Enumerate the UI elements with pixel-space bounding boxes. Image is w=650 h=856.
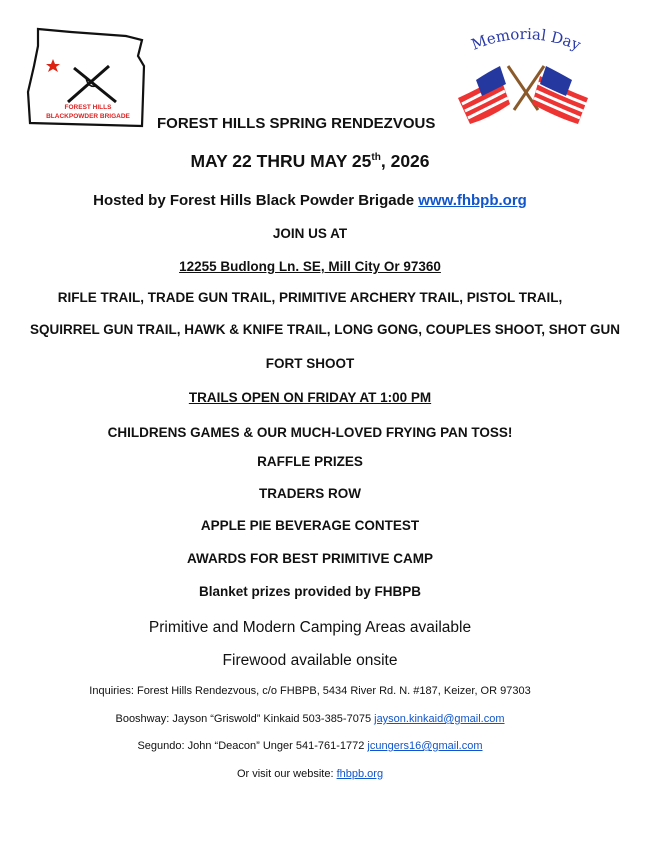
highlight-childrens-games: CHILDRENS GAMES & OUR MUCH-LOVED FRYING PAN TOSS! xyxy=(107,425,513,440)
join-us: JOIN US AT xyxy=(272,226,348,241)
events-line-3: FORT SHOOT xyxy=(265,356,355,371)
address: 12255 Budlong Ln. SE, Mill City Or 97360 xyxy=(179,259,441,274)
oregon-outline-icon xyxy=(26,26,148,130)
dates-sup: th xyxy=(371,152,381,164)
booshway-text: Booshway: Jayson “Griswold” Kinkaid 503-385-7075 xyxy=(115,713,375,725)
highlight-apple-pie: APPLE PIE BEVERAGE CONTEST xyxy=(200,518,420,533)
event-title: FOREST HILLS SPRING RENDEZVOUS xyxy=(157,115,436,132)
flag-left-icon xyxy=(458,66,510,124)
memorial-day-flags-image xyxy=(450,28,598,128)
inquiries: Inquiries: Forest Hills Rendezvous, c/o FHBPB, 5434 River Rd. N. #187, Keizer, OR 97303 xyxy=(89,685,531,697)
website-line xyxy=(0,768,620,780)
segundo-text: Segundo: John “Deacon” Unger 541-761-1772 xyxy=(137,740,368,752)
svg-text:Memorial Day: Memorial Day xyxy=(468,28,584,55)
svg-text:BLACKPOWDER BRIGADE: BLACKPOWDER BRIGADE xyxy=(46,113,130,120)
dates-year: , 2026 xyxy=(380,151,430,171)
trails-open: TRAILS OPEN ON FRIDAY AT 1:00 PM xyxy=(188,390,432,405)
flag-right-icon xyxy=(532,66,588,124)
booshway-email-link[interactable]: jayson.kinkaid@gmail.com xyxy=(374,713,505,725)
events-line-1: RIFLE TRAIL, TRADE GUN TRAIL, PRIMITIVE ARCHERY TRAIL, PISTOL TRAIL, xyxy=(57,290,563,305)
segundo-contact xyxy=(0,740,620,752)
event-dates xyxy=(0,151,620,172)
highlight-traders: TRADERS ROW xyxy=(259,486,361,501)
events-line-2: SQUIRREL GUN TRAIL, HAWK & KNIFE TRAIL, LONG GONG, COUPLES SHOOT, SHOT GUN xyxy=(29,322,620,337)
segundo-email-link[interactable]: jcungers16@gmail.com xyxy=(367,740,483,752)
firewood-info: Firewood available onsite xyxy=(222,652,398,669)
forest-hills-logo xyxy=(26,26,148,130)
hosted-line xyxy=(0,192,620,209)
hosted-text: Hosted by Forest Hills Black Powder Brigade xyxy=(93,192,419,209)
website-footer-link[interactable]: fhbpb.org xyxy=(336,768,384,780)
booshway-contact xyxy=(0,713,620,725)
highlight-raffle: RAFFLE PRIZES xyxy=(257,454,363,469)
camping-info: Primitive and Modern Camping Areas available xyxy=(148,619,472,636)
website-link[interactable]: www.fhbpb.org xyxy=(418,192,527,209)
dates-text: MAY 22 THRU MAY 25 xyxy=(190,151,372,171)
highlight-awards: AWARDS FOR BEST PRIMITIVE CAMP xyxy=(186,551,433,566)
blanket-prizes: Blanket prizes provided by FHBPB xyxy=(198,584,422,599)
website-text: Or visit our website: xyxy=(236,768,337,780)
svg-text:FOREST HILLS: FOREST HILLS xyxy=(64,104,112,111)
